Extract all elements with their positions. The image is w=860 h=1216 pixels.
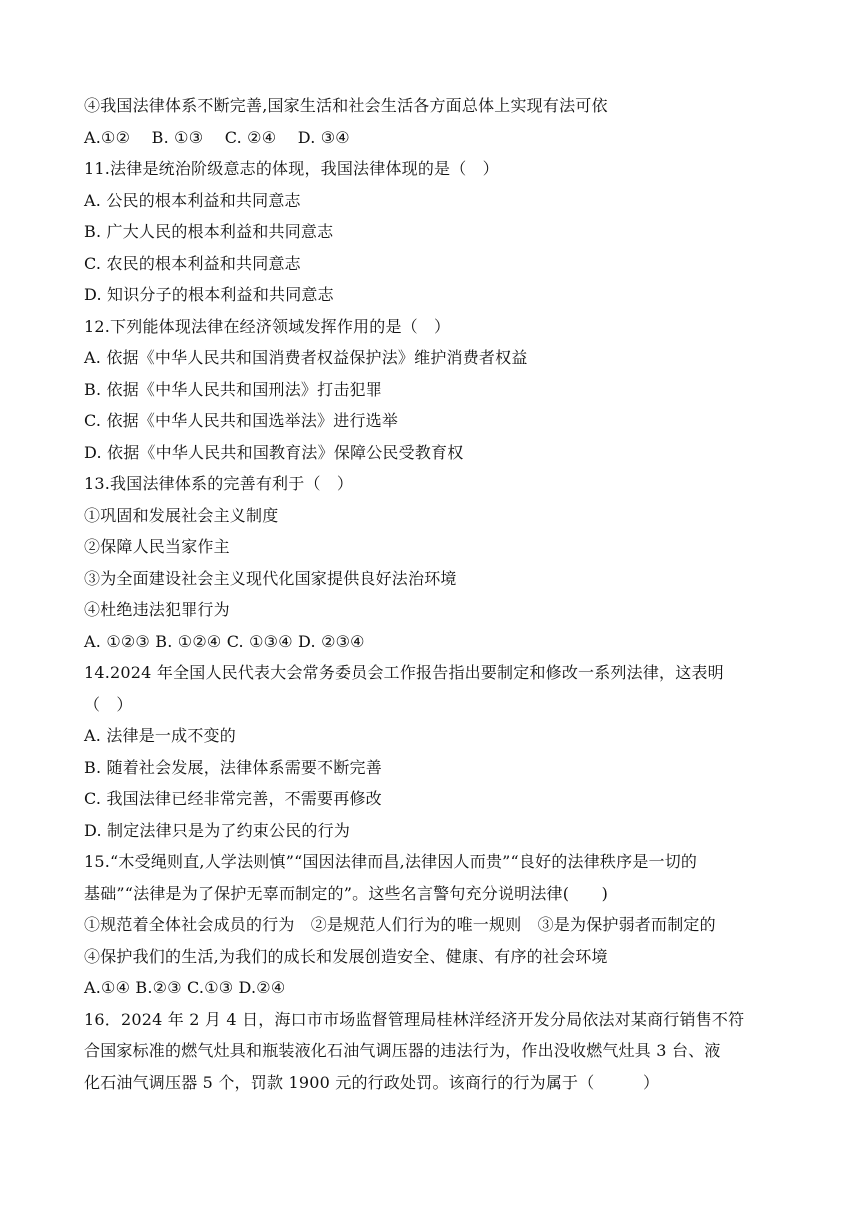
q13-option-1: ①巩固和发展社会主义制度 <box>84 506 279 525</box>
q16-stem-line-1: 16．2024 年 2 月 4 日，海口市市场监督管理局桂林洋经济开发分局依法对某商行销售不符 <box>84 1010 745 1029</box>
q13-option-3: ③为全面建设社会主义现代化国家提供良好法治环境 <box>84 569 457 588</box>
q14-choice-a: A. 法律是一成不变的 <box>84 726 236 745</box>
q12-choice-d: D. 依据《中华人民共和国教育法》保障公民受教育权 <box>84 443 464 462</box>
q12-stem: 12.下列能体现法律在经济领域发挥作用的是（ ） <box>84 317 451 336</box>
q15-answer-choices: A.①④ B.②③ C.①③ D.②④ <box>84 978 286 997</box>
q11-choice-a: A. 公民的根本利益和共同意志 <box>84 191 301 210</box>
q12-choice-c: C. 依据《中华人民共和国选举法》进行选举 <box>84 411 399 430</box>
q14-choice-c: C. 我国法律已经非常完善，不需要再修改 <box>84 789 382 808</box>
q10-answer-choices: A.①② B. ①③ C. ②④ D. ③④ <box>84 128 350 147</box>
q13-stem: 13.我国法律体系的完善有利于（ ） <box>84 474 354 493</box>
q16-stem-line-2: 合国家标准的燃气灶具和瓶装液化石油气调压器的违法行为，作出没收燃气灶具 3 台、液 <box>84 1041 721 1060</box>
q10-option-4: ④我国法律体系不断完善,国家生活和社会生活各方面总体上实现有法可依 <box>84 96 608 115</box>
q16-stem-line-3: 化石油气调压器 5 个，罚款 1900 元的行政处罚。该商行的行为属于（ ） <box>84 1073 660 1092</box>
q14-stem-bracket: （ ） <box>84 695 133 714</box>
q14-choice-b: B. 随着社会发展，法律体系需要不断完善 <box>84 758 382 777</box>
q15-options-1-3: ①规范着全体社会成员的行为 ②是规范人们行为的唯一规则 ③是为保护弱者而制定的 <box>84 915 716 934</box>
q11-choice-b: B. 广大人民的根本利益和共同意志 <box>84 222 334 241</box>
q11-stem: 11.法律是统治阶级意志的体现，我国法律体现的是（ ） <box>84 159 499 178</box>
q12-choice-a: A. 依据《中华人民共和国消费者权益保护法》维护消费者权益 <box>84 348 528 367</box>
q14-stem: 14.2024 年全国人民代表大会常务委员会工作报告指出要制定和修改一系列法律，这表明 <box>84 663 724 682</box>
q15-stem-line-1: 15.“木受绳则直,人学法则慎”“国因法律而昌,法律因人而贵”“良好的法律秩序是一切的 <box>84 852 698 871</box>
q15-option-4: ④保护我们的生活,为我们的成长和发展创造安全、健康、有序的社会环境 <box>84 947 608 966</box>
q15-stem-line-2: 基础”“法律是为了保护无辜而制定的”。这些名言警句充分说明法律( ) <box>84 884 609 903</box>
q13-option-2: ②保障人民当家作主 <box>84 537 230 556</box>
q11-choice-c: C. 农民的根本利益和共同意志 <box>84 254 301 273</box>
q11-choice-d: D. 知识分子的根本利益和共同意志 <box>84 285 334 304</box>
q13-answer-choices: A. ①②③ B. ①②④ C. ①③④ D. ②③④ <box>84 632 365 651</box>
q12-choice-b: B. 依据《中华人民共和国刑法》打击犯罪 <box>84 380 382 399</box>
q14-choice-d: D. 制定法律只是为了约束公民的行为 <box>84 821 351 840</box>
q13-option-4: ④杜绝违法犯罪行为 <box>84 600 230 619</box>
